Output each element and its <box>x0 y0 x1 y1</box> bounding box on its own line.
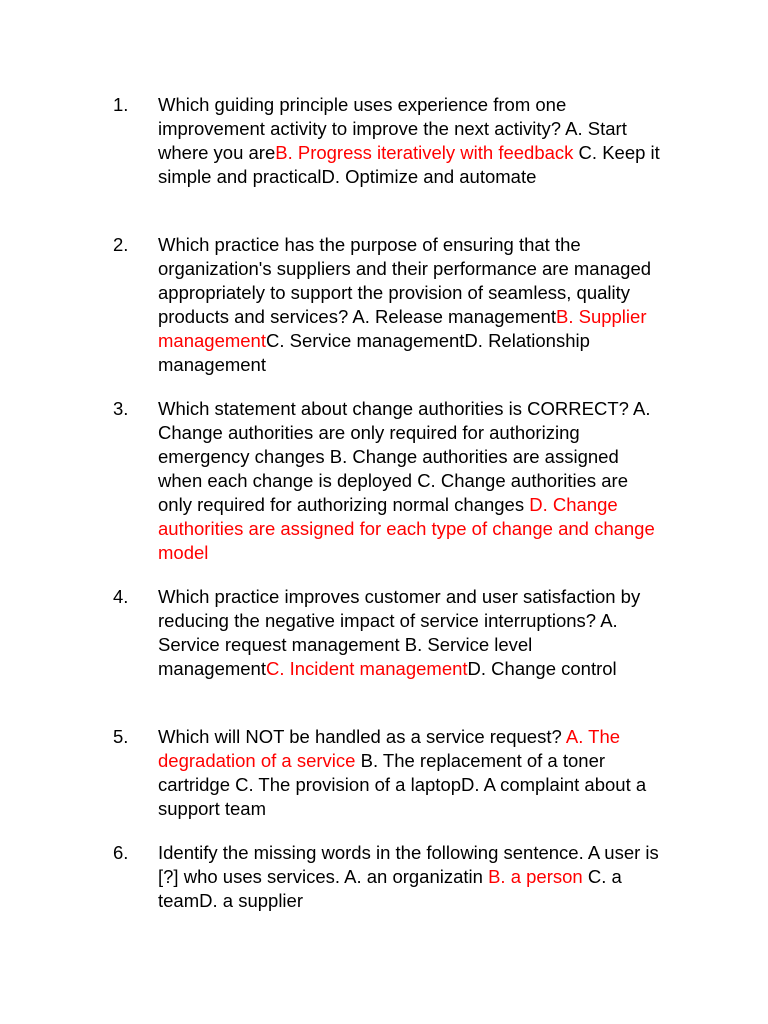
question-text-segment: C. Service managementD. Relationship management <box>158 330 590 375</box>
correct-answer: B. Progress iteratively with feedback <box>275 142 574 163</box>
question-text-segment: C. Keep it simple and practicalD. Optimize and automate <box>158 142 660 187</box>
question-text-segment: Which practice improves customer and user satisfaction by reducing the negative impact of service interruptions? A. Service request management B. Service level management <box>158 586 641 679</box>
correct-answer: D. Change authorities are assigned for each type of change and change model <box>158 494 655 563</box>
question-number: 4. <box>113 586 129 607</box>
question-text-segment: D. Change control <box>467 658 617 679</box>
question-text <box>158 841 663 913</box>
correct-answer: B. a person <box>488 866 583 887</box>
question-text <box>158 93 663 189</box>
question-number: 3. <box>113 398 129 419</box>
question-text-segment: Which guiding principle uses experience from one improvement activity to improve the next activity? A. Start where you are <box>158 94 627 163</box>
question-number: 5. <box>113 726 129 747</box>
question-text-segment: C. a teamD. a supplier <box>158 866 622 911</box>
question-text-segment: Which will NOT be handled as a service request? <box>158 726 566 747</box>
question-number: 6. <box>113 842 129 863</box>
correct-answer: B. Supplier management <box>158 306 647 351</box>
correct-answer: C. Incident management <box>265 658 468 679</box>
question-text-segment: Identify the missing words in the following sentence. A user is [?] who uses services. A. an organizatin <box>158 842 659 887</box>
question-text-segment: B. The replacement of a toner cartridge C. The provision of a laptopD. A complaint about a support team <box>158 750 647 819</box>
question-text <box>158 233 663 377</box>
question-text-segment: Which statement about change authorities is CORRECT? A. Change authorities are only required for authorizing emergency changes B. Change authorities are assigned when each change is deployed C. Change authorities are only required for authorizing normal changes <box>158 398 651 515</box>
question-text <box>158 725 663 821</box>
question-text <box>158 397 663 565</box>
correct-answer: A. The degradation of a service <box>158 726 621 771</box>
question-number: 2. <box>113 234 129 255</box>
question-number: 1. <box>113 94 129 115</box>
question-text-segment: Which practice has the purpose of ensuring that the organization's suppliers and their performance are managed appropriately to support the provision of seamless, quality products and services? A. Release management <box>158 234 652 327</box>
question-text <box>158 585 663 681</box>
